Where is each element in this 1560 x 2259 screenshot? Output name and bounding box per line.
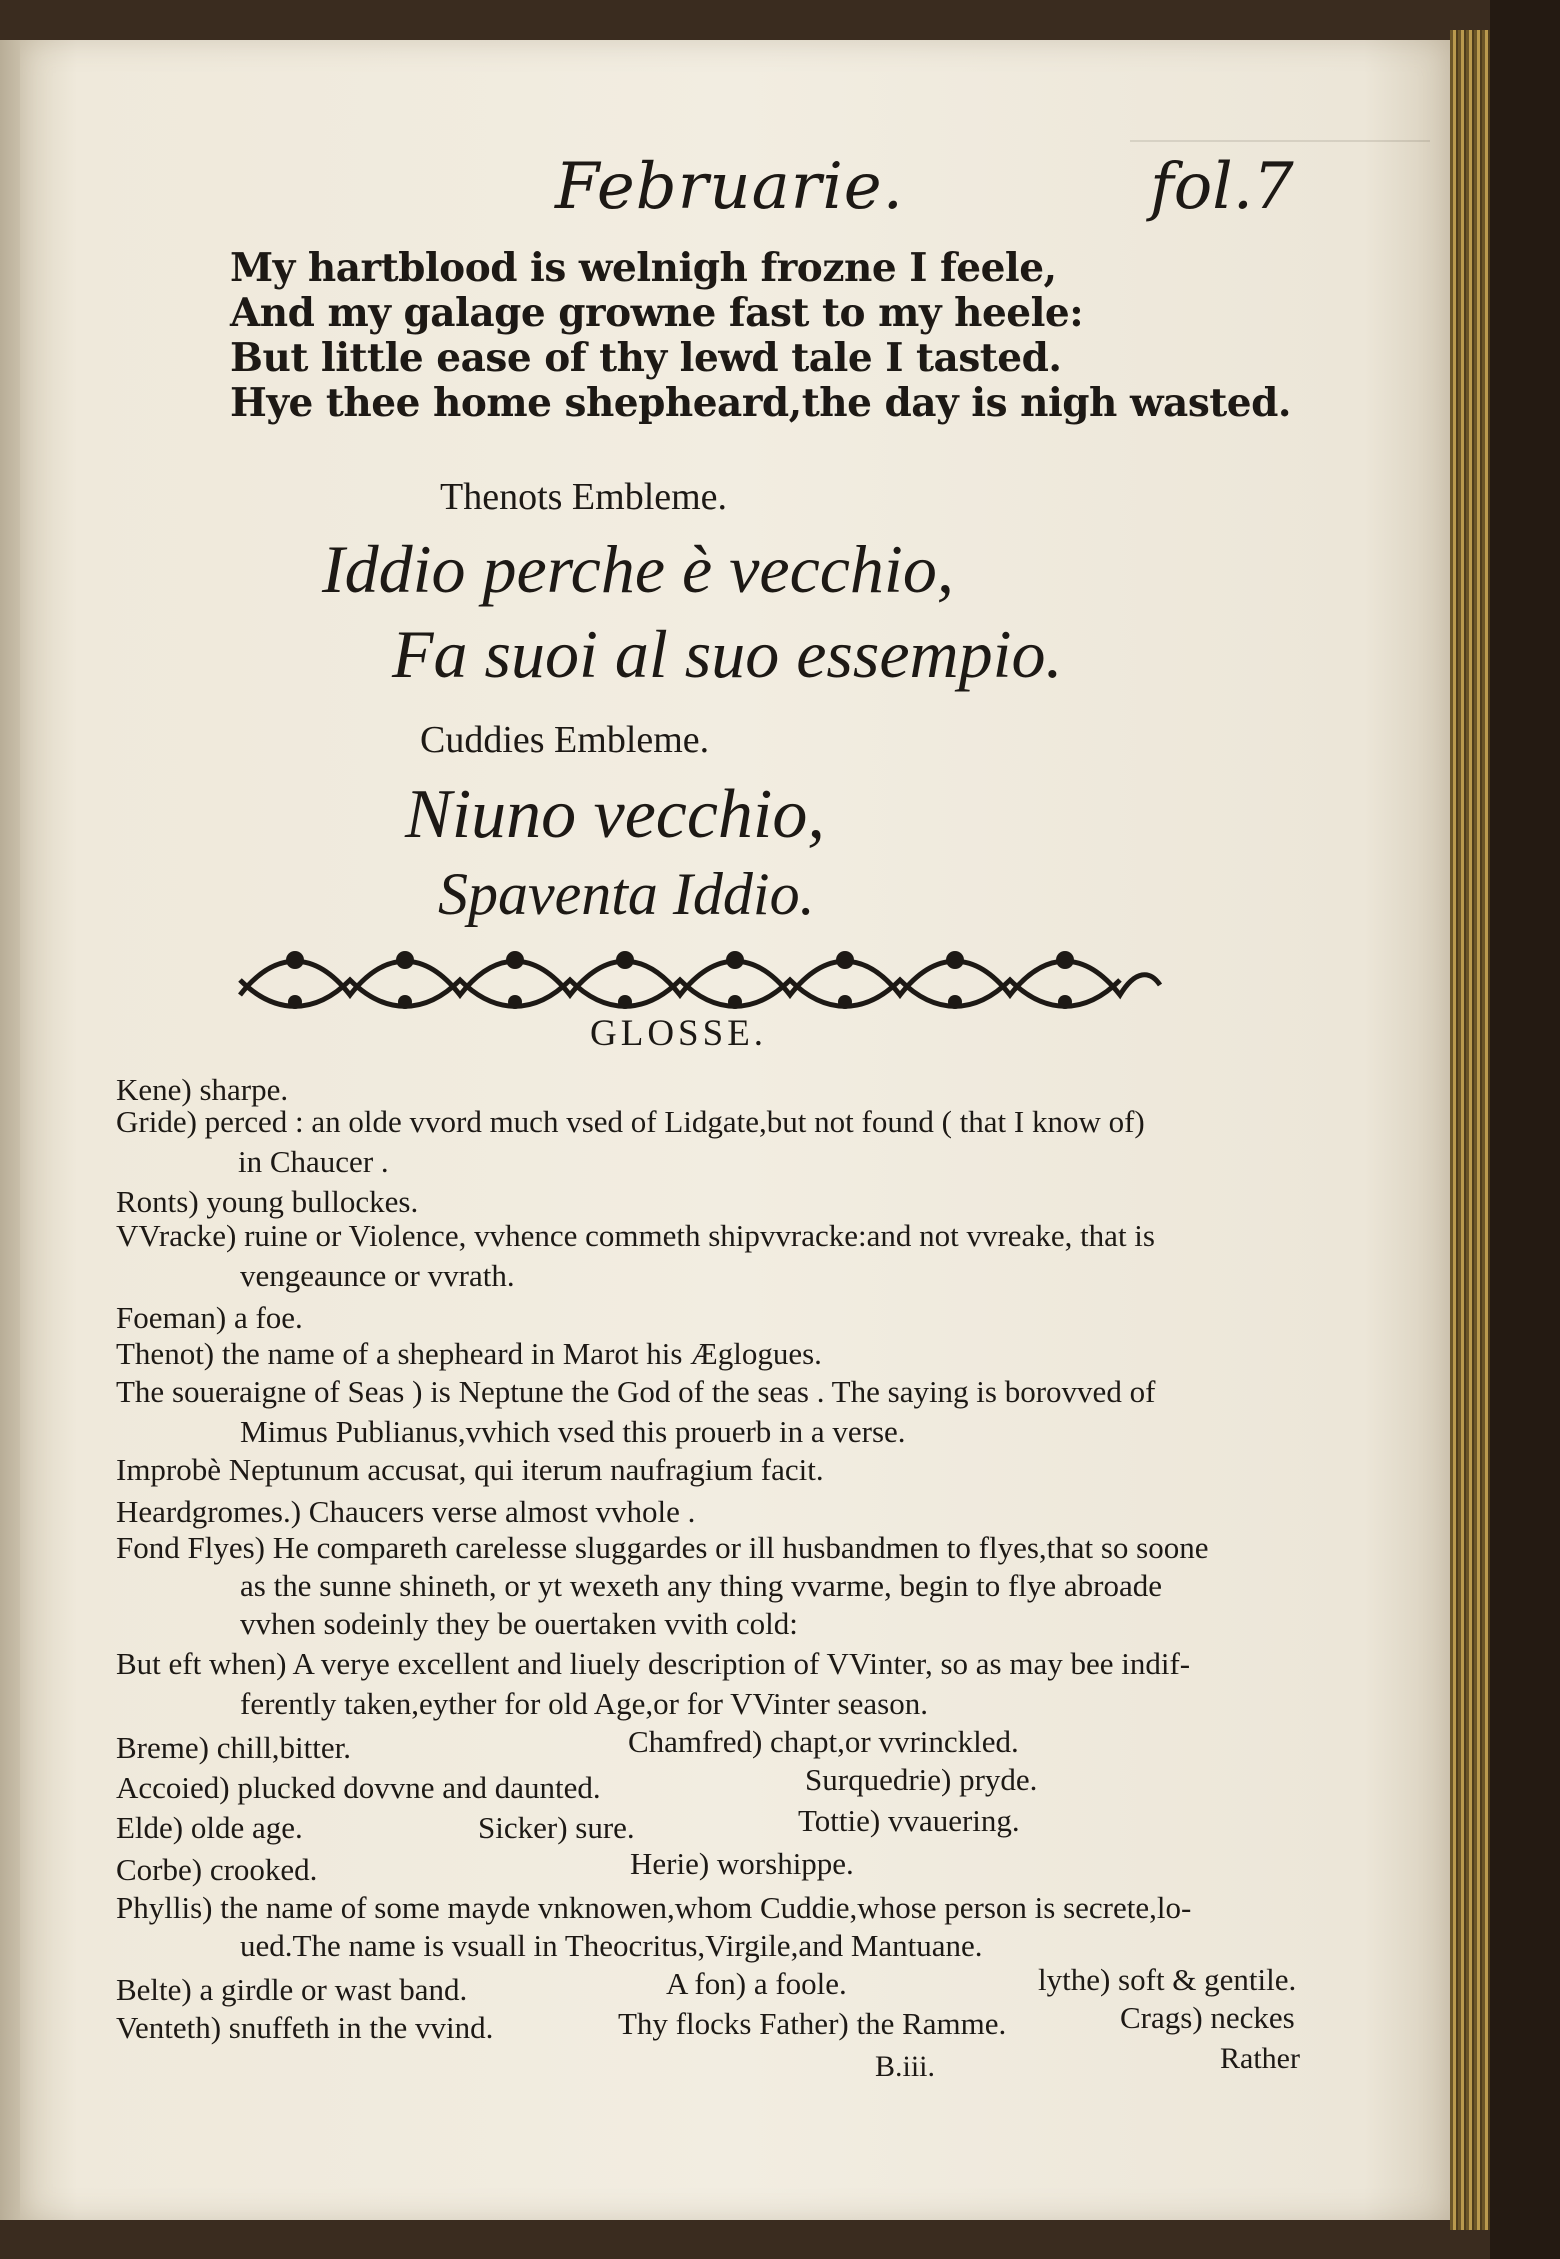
gloss-entry: Crags) neckes <box>1120 2000 1295 2035</box>
gloss-entry: A fon) a foole. <box>666 1966 847 2001</box>
verse-line: And my galage growne fast to my heele: <box>230 290 1084 336</box>
folio-number: fol.7 <box>1150 150 1294 224</box>
thenot-emblem-label: Thenots Embleme. <box>440 476 728 518</box>
book-cover-edge <box>1490 0 1560 2259</box>
gloss-entry: Thenot) the name of a shepheard in Marot his Æglogues. <box>116 1336 822 1371</box>
gloss-entry: Thy flocks Father) the Ramme. <box>618 2006 1007 2041</box>
page-title: Februarie. <box>555 150 904 224</box>
gloss-entry: Fond Flyes) He compareth carelesse sluggardes or ill husbandmen to flyes,that so soone <box>116 1530 1209 1565</box>
gloss-entry: Venteth) snuffeth in the vvind. <box>116 2010 494 2045</box>
gloss-entry: ued.The name is vsuall in Theocritus,Virgile,and Mantuane. <box>240 1928 983 1963</box>
gloss-entry: Mimus Publianus,vvhich vsed this prouerb in a verse. <box>240 1414 906 1449</box>
gloss-entry: Corbe) crooked. <box>116 1852 318 1887</box>
gloss-entry: Breme) chill,bitter. <box>116 1730 352 1765</box>
gloss-entry: VVracke) ruine or Violence, vvhence commeth shipvvracke:and not vvreake, that is <box>116 1218 1155 1253</box>
gilt-page-edges <box>1450 30 1490 2230</box>
gloss-entry: lythe) soft & gentile. <box>1038 1962 1297 1997</box>
thenot-emblem-line: Fa suoi al suo essempio. <box>392 616 1063 692</box>
verse-line: My hartblood is welnigh frozne I feele, <box>230 245 1057 291</box>
glosse-heading: GLOSSE. <box>590 1013 768 1054</box>
cuddie-emblem-label: Cuddies Embleme. <box>420 719 710 761</box>
gloss-entry: Herie) worshippe. <box>630 1846 854 1881</box>
gloss-entry: Tottie) vvauering. <box>798 1803 1020 1838</box>
gloss-entry: Foeman) a foe. <box>116 1300 303 1335</box>
gloss-entry: in Chaucer . <box>238 1144 389 1179</box>
gloss-entry: Chamfred) chapt,or vvrinckled. <box>628 1724 1019 1759</box>
thenot-emblem-line: Iddio perche è vecchio, <box>322 531 954 607</box>
show-through-mark <box>1130 140 1430 150</box>
gloss-entry: Sicker) sure. <box>478 1810 635 1845</box>
gloss-entry: Gride) perced : an olde vvord much vsed of Lidgate,but not found ( that I know of) <box>116 1104 1145 1139</box>
blackletter-verse <box>230 246 1291 426</box>
gloss-entry: The soueraigne of Seas ) is Neptune the God of the seas . The saying is borovved of <box>116 1374 1156 1409</box>
gloss-entry: Heardgromes.) Chaucers verse almost vvhole . <box>116 1494 696 1529</box>
signature-mark: B.iii. <box>875 2050 936 2083</box>
gloss-entry: Kene) sharpe. <box>116 1072 289 1107</box>
verse-line: Hye thee home shepheard,the day is nigh wasted. <box>230 380 1291 426</box>
cuddie-emblem-line: Niuno vecchio, <box>405 776 825 853</box>
catchword: Rather <box>1220 2042 1300 2075</box>
verse-line: But little ease of thy lewd tale I tasted. <box>230 335 1062 381</box>
gloss-entry: ferently taken,eyther for old Age,or for VVinter season. <box>240 1686 928 1721</box>
gloss-entry: Belte) a girdle or wast band. <box>116 1972 468 2007</box>
gloss-entry: Ronts) young bullockes. <box>116 1184 419 1219</box>
gloss-entry: But eft when) A verye excellent and liuely description of VVinter, so as may bee indif- <box>116 1646 1191 1681</box>
cuddie-emblem-line: Spaventa Iddio. <box>438 861 815 927</box>
gloss-entry: Accoied) plucked dovvne and daunted. <box>116 1770 601 1805</box>
gloss-entry: Elde) olde age. <box>116 1810 303 1845</box>
gloss-entry: Phyllis) the name of some mayde vnknowen,whom Cuddie,whose person is secrete,lo- <box>116 1890 1192 1925</box>
gloss-entry: Improbè Neptunum accusat, qui iterum naufragium facit. <box>116 1452 824 1487</box>
gloss-entry: vengeaunce or vvrath. <box>240 1258 515 1293</box>
gloss-entry: as the sunne shineth, or yt wexeth any thing vvarme, begin to flye abroade <box>240 1568 1162 1603</box>
ornament-band <box>235 940 1165 1020</box>
gloss-entry: Surquedrie) pryde. <box>805 1762 1038 1797</box>
gloss-entry: vvhen sodeinly they be ouertaken vvith cold: <box>240 1606 798 1641</box>
